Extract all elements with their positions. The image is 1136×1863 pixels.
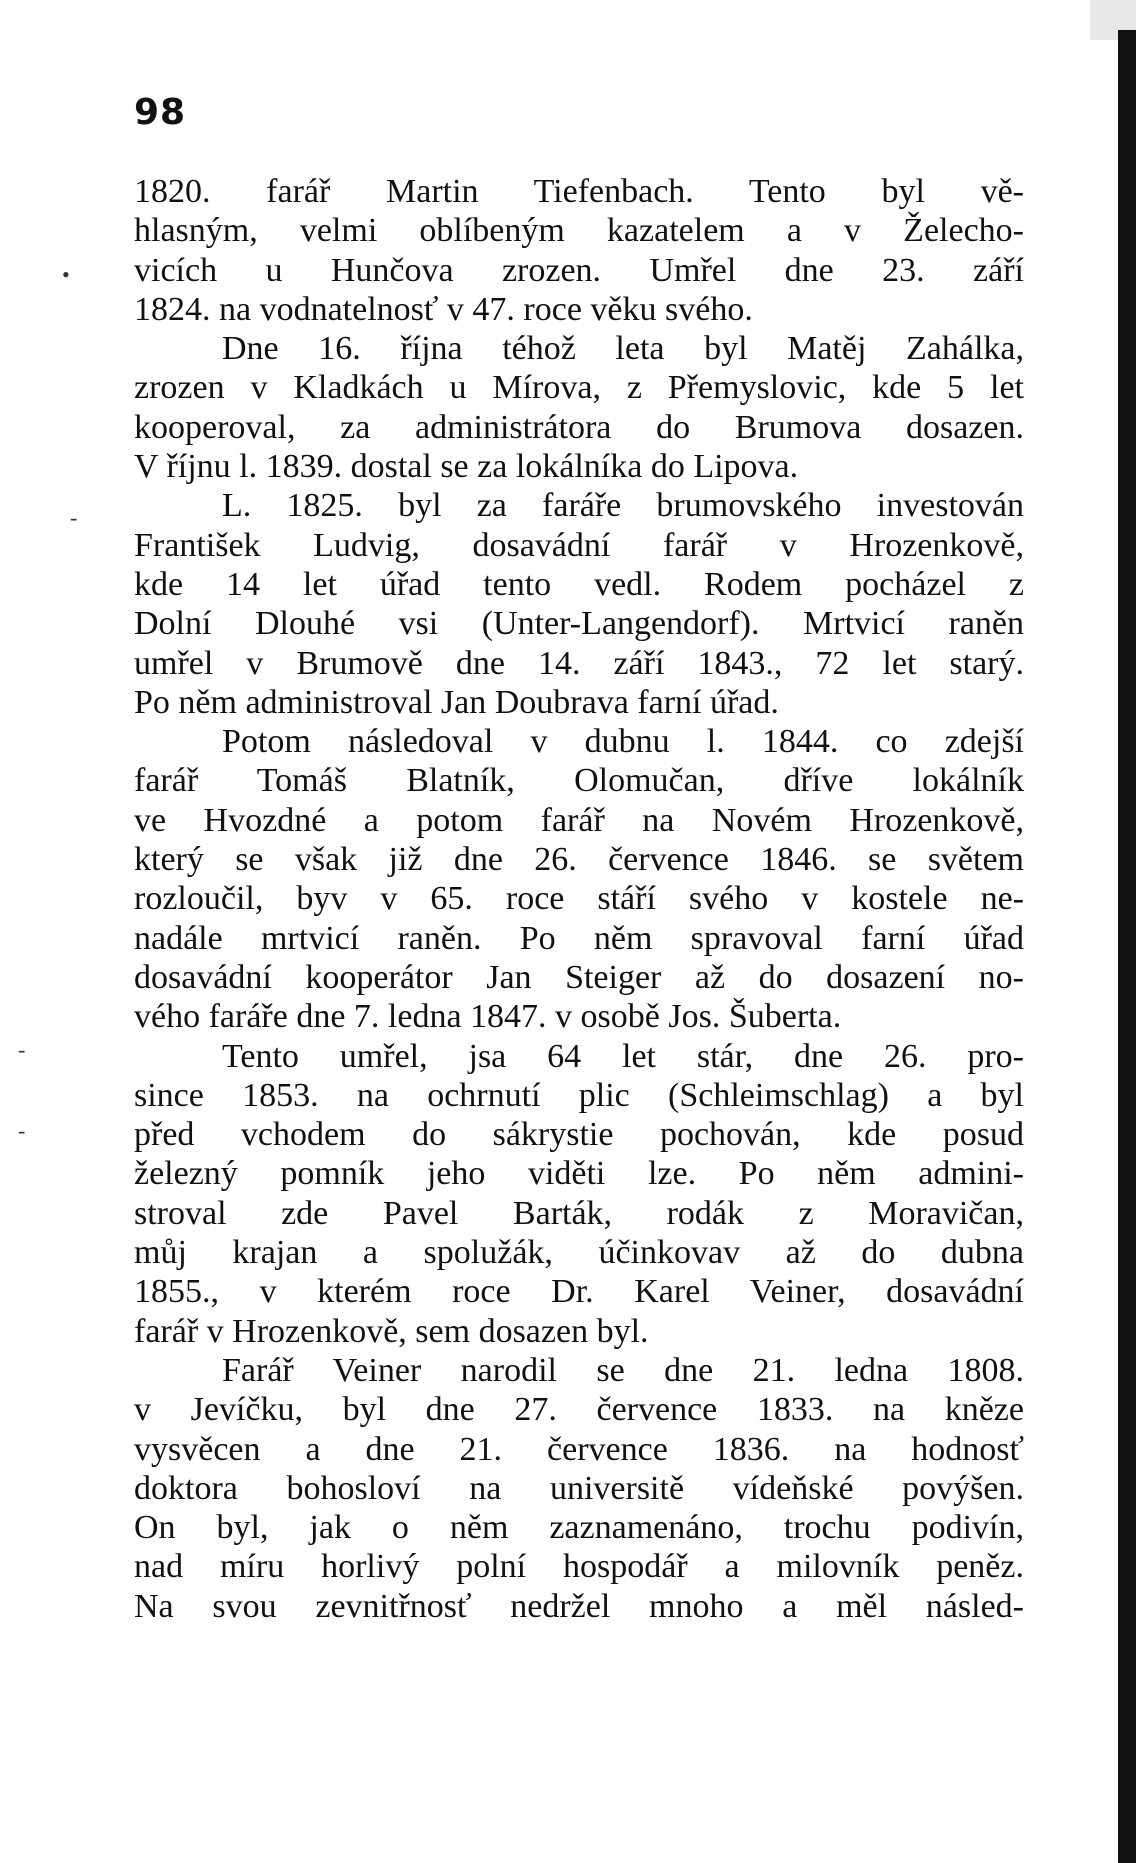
text-line: nadále mrtvicí raněn. Po něm spravoval farní úřad [134, 919, 1024, 957]
text-line: který se však již dne 26. července 1846. se světem [134, 841, 1024, 879]
margin-dot: - [70, 505, 78, 530]
text-line: zrozen v Kladkách u Mírova, z Přemyslovic, kde 5 let [134, 369, 1024, 407]
text-line: vysvěcen a dne 21. července 1836. na hodnosť [134, 1430, 1024, 1468]
text-line: vého faráře dne 7. ledna 1847. v osobě Jos. Šuberta. [134, 998, 842, 1036]
text-line: umřel v Brumově dne 14. září 1843., 72 let starý. [134, 644, 1024, 682]
text-line: v Jevíčku, byl dne 27. července 1833. na kněze [134, 1391, 1024, 1429]
text-line: kde 14 let úřad tento vedl. Rodem pocházel z [134, 565, 1024, 603]
margin-dot: • [62, 262, 70, 287]
text-line: můj krajan a spolužák, účinkovav až do dubna [134, 1234, 1024, 1272]
text-line: nad míru horlivý polní hospodář a milovník peněz. [134, 1548, 1024, 1586]
text-line: hlasným, velmi oblíbeným kazatelem a v Želecho- [134, 212, 1024, 250]
text-line: V říjnu l. 1839. dostal se za lokálníka do Lipova. [134, 448, 799, 486]
margin-dot: - [18, 1118, 26, 1143]
text-line: doktora bohosloví na universitě vídeňské povýšen. [134, 1469, 1024, 1507]
text-line: Potom následoval v dubnu l. 1844. co zdejší [222, 723, 1024, 761]
text-line: železný pomník jeho viděti lze. Po něm admini- [134, 1155, 1024, 1193]
text-line: since 1853. na ochrnutí plic (Schleimschlag) a byl [134, 1076, 1024, 1114]
text-line: Farář Veiner narodil se dne 21. ledna 1808. [222, 1351, 1024, 1389]
body-text [134, 172, 1024, 1626]
margin-dot: - [18, 1037, 26, 1062]
text-line: 1824. na vodnatelnosť v 47. roce věku svého. [134, 290, 753, 328]
text-line: Dne 16. října téhož leta byl Matěj Zahálka, [222, 330, 1024, 368]
text-line: Tento umřel, jsa 64 let stár, dne 26. pro- [222, 1037, 1024, 1075]
text-line: Dolní Dlouhé vsi (Unter-Langendorf). Mrtvicí raněn [134, 605, 1024, 643]
text-line: kooperoval, za administrátora do Brumova dosazen. [134, 408, 1024, 446]
scan-right-border [1118, 30, 1136, 1863]
text-line: František Ludvig, dosavádní farář v Hrozenkově, [134, 526, 1024, 564]
text-line: dosavádní kooperátor Jan Steiger až do dosazení no- [134, 958, 1024, 996]
text-line: 1855., v kterém roce Dr. Karel Veiner, dosavádní [134, 1273, 1024, 1311]
text-line: rozloučil, byv v 65. roce stáří svého v kostele ne- [134, 880, 1024, 918]
text-line: On byl, jak o něm zaznamenáno, trochu podivín, [134, 1509, 1024, 1547]
text-line: Na svou zevnitřnosť nedržel mnoho a měl násled- [134, 1587, 1024, 1625]
text-line: farář Tomáš Blatník, Olomučan, dříve lokálník [134, 762, 1024, 800]
text-line: stroval zde Pavel Barták, rodák z Moravičan, [134, 1194, 1024, 1232]
text-line: 1820. farář Martin Tiefenbach. Tento byl vě- [134, 173, 1024, 210]
text-line: Po něm administroval Jan Doubrava farní úřad. [134, 683, 779, 721]
text-line: farář v Hrozenkově, sem dosazen byl. [134, 1312, 649, 1350]
text-line: ve Hvozdné a potom farář na Novém Hrozenkově, [134, 801, 1024, 839]
text-line: vicích u Hunčova zrozen. Umřel dne 23. září [134, 251, 1024, 289]
page-number: 98 [134, 92, 187, 133]
text-line: před vchodem do sákrystie pochován, kde posud [134, 1116, 1024, 1154]
text-line: L. 1825. byl za faráře brumovského investován [222, 487, 1024, 525]
